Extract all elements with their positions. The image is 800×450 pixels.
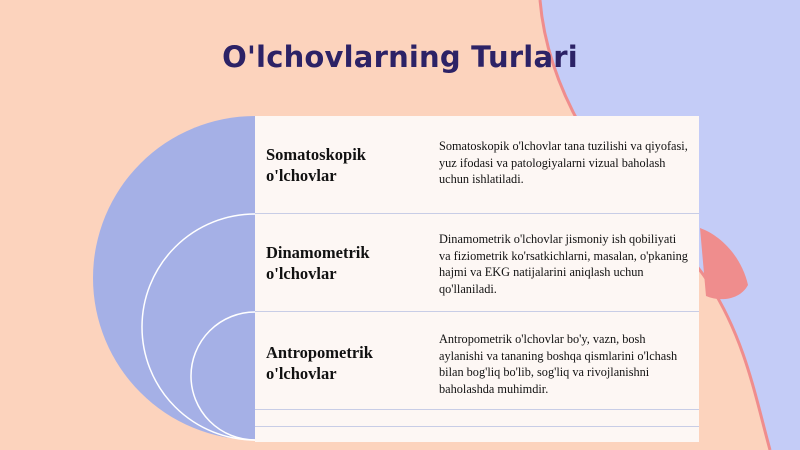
row-description: Antropometrik o'lchovlar bo'y, vazn, bosh aylanishi va tananing boshqa qismlarini o'lchash bilan bog'liq bo'lib, sog'liq va rivojlanishni baholashda muhimdir. xyxy=(439,332,678,396)
table-row xyxy=(255,312,699,410)
measurements-table xyxy=(255,116,699,442)
table-row xyxy=(255,214,699,312)
table-row xyxy=(255,116,699,214)
empty-row xyxy=(255,410,699,427)
row-term: Antropometrik o'lchovlar xyxy=(266,343,373,383)
empty-row xyxy=(255,426,699,442)
row-description: Somatoskopik o'lchovlar tana tuzilishi va qiyofasi, yuz ifodasi va patologiyalarni vizual baholash uchun ishlatiladi. xyxy=(439,139,688,186)
row-description: Dinamometrik o'lchovlar jismoniy ish qobiliyati va fiziometrik ko'rsatkichlarni, masalan, o'pkaning hajmi va EKG natijalarini aniqlash uchun qo'llaniladi. xyxy=(439,232,688,296)
row-term: Dinamometrik o'lchovlar xyxy=(266,243,370,283)
page-title: O'lchovlarning Turlari xyxy=(222,40,578,74)
outer-arc xyxy=(93,116,255,440)
row-term: Somatoskopik o'lchovlar xyxy=(266,145,366,185)
